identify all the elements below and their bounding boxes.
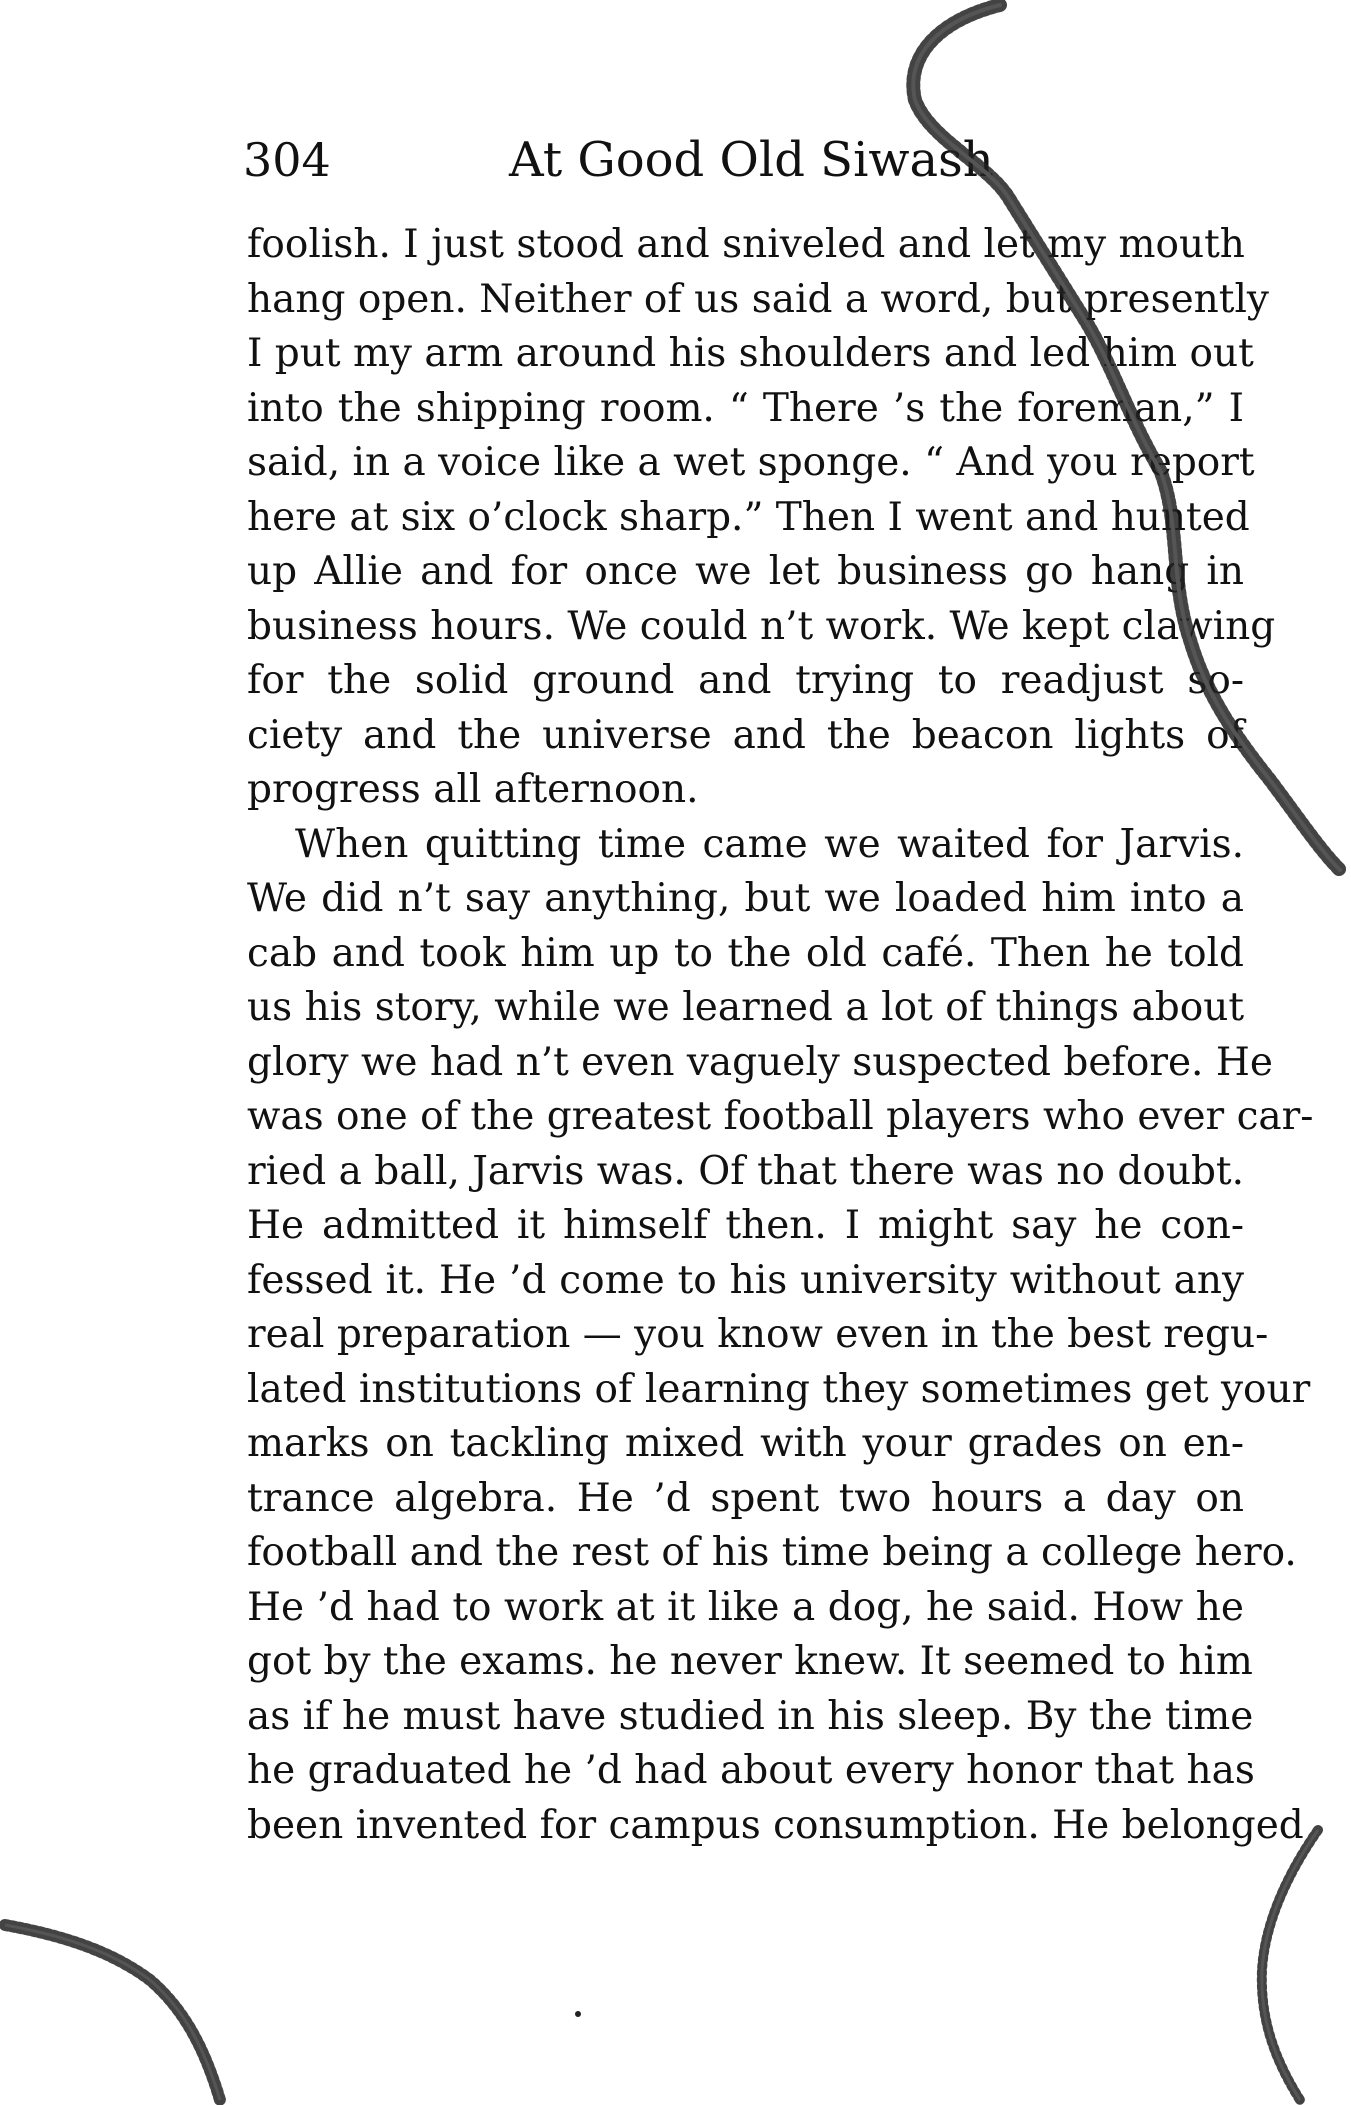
text-line: got by the exams. he never knew. It seemed to him bbox=[247, 1639, 1253, 1684]
text-line: been invented for campus consumption. He belonged bbox=[247, 1802, 1304, 1848]
text-line: We did n’t say anything, but we loaded him into a bbox=[247, 876, 1244, 921]
text-line: business hours. We could n’t work. We kept clawing bbox=[247, 603, 1276, 649]
paragraph-2 bbox=[247, 818, 1314, 1854]
tear-shadow-bottom-right bbox=[1262, 1830, 1318, 2100]
tear-mark-bottom-left bbox=[5, 1925, 220, 2100]
text-line: for the solid ground and trying to readjust so- bbox=[247, 658, 1244, 703]
text-line: cab and took him up to the old café. Then he told bbox=[247, 930, 1244, 976]
text-line: real preparation — you know even in the best regu- bbox=[247, 1312, 1269, 1357]
page-header bbox=[243, 130, 1243, 190]
page-number: 304 bbox=[243, 133, 331, 187]
text-line: I put my arm around his shoulders and led him out bbox=[247, 331, 1254, 376]
text-line: was one of the greatest football players who ever car- bbox=[247, 1094, 1314, 1139]
text-line: glory we had n’t even vaguely suspected before. He bbox=[247, 1039, 1273, 1085]
text-line: here at six o’clock sharp.” Then I went and hunted bbox=[247, 494, 1250, 540]
text-line: He ’d had to work at it like a dog, he said. How he bbox=[247, 1584, 1244, 1630]
text-line: fessed it. He ’d come to his university without any bbox=[247, 1257, 1244, 1303]
text-line: He admitted it himself then. I might say he con- bbox=[247, 1203, 1244, 1248]
text-line: he graduated he ’d had about every honor that has bbox=[247, 1748, 1255, 1793]
tear-shadow-bottom-left bbox=[5, 1925, 220, 2100]
text-line: ried a ball, Jarvis was. Of that there was no doubt. bbox=[247, 1148, 1244, 1194]
ink-speck bbox=[575, 2011, 581, 2017]
text-line: into the shipping room. “ There ’s the foreman,” I bbox=[247, 385, 1244, 431]
running-title: At Good Old Siwash bbox=[509, 132, 994, 188]
text-line: us his story, while we learned a lot of things about bbox=[247, 985, 1244, 1030]
text-line: foolish. I just stood and sniveled and let my mouth bbox=[247, 222, 1245, 267]
text-line: trance algebra. He ’d spent two hours a day on bbox=[247, 1475, 1244, 1521]
text-line: When quitting time came we waited for Jarvis. bbox=[295, 821, 1244, 867]
text-line: lated institutions of learning they sometimes get your bbox=[247, 1366, 1311, 1412]
text-line: football and the rest of his time being a college hero. bbox=[247, 1530, 1297, 1575]
text-line: hang open. Neither of us said a word, but presently bbox=[247, 276, 1269, 322]
tear-mark-bottom-right bbox=[1262, 1830, 1318, 2100]
text-line: as if he must have studied in his sleep. By the time bbox=[247, 1693, 1254, 1739]
text-line: marks on tackling mixed with your grades on en- bbox=[247, 1421, 1244, 1466]
text-line: ciety and the universe and the beacon lights of bbox=[247, 712, 1244, 758]
paragraph-1 bbox=[247, 218, 1276, 818]
text-line: progress all afternoon. bbox=[247, 767, 699, 812]
text-line: said, in a voice like a wet sponge. “ And you report bbox=[247, 440, 1255, 485]
body-text bbox=[247, 218, 1314, 1853]
text-line: up Allie and for once we let business go hang in bbox=[247, 549, 1244, 594]
